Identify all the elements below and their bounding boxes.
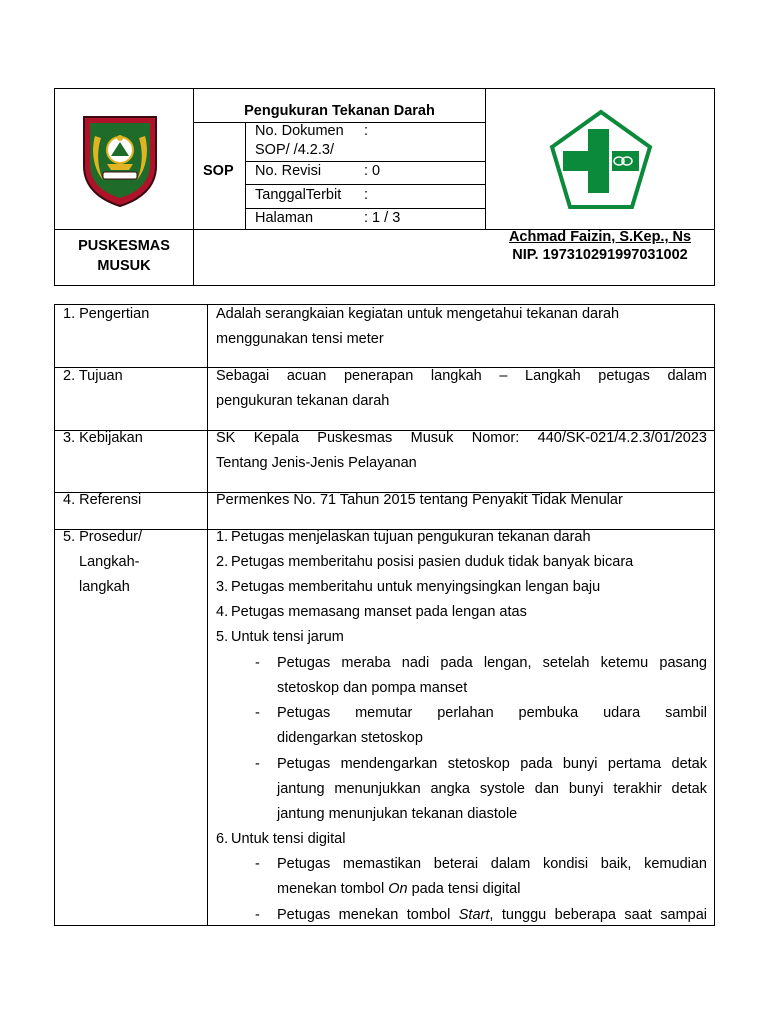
field-no-revisi-label: No. Revisi (255, 163, 322, 179)
row-label-prosedur-line2: Langkah- (79, 554, 140, 570)
kebijakan-line1: SK Kepala Puskesmas Musuk Nomor: 440/SK-021/4.2.3/01/2023 (216, 430, 707, 446)
step-text: Petugas memberitahu untuk menyingsingkan lengan baju (231, 579, 601, 595)
row-value-tujuan (216, 364, 707, 414)
substep-text (277, 752, 707, 827)
substep-text-part: , tunggu beberapa saat sampai (489, 907, 708, 923)
substep-line: jantung menunjukkan angka systole dan bunyi terakhir detak (277, 781, 707, 797)
field-halaman-value: : 1 / 3 (364, 210, 401, 226)
pengertian-line2: menggunakan tensi meter (216, 331, 384, 347)
substep-text-part: pada tensi digital (407, 881, 521, 897)
substep-text (277, 903, 707, 928)
substep-line (277, 903, 707, 928)
step-number: 1. (216, 529, 229, 545)
step-text: Untuk tensi digital (231, 831, 346, 847)
table-column-divider (207, 305, 208, 926)
field-halaman-label: Halaman (255, 210, 314, 226)
regency-emblem-icon (81, 114, 159, 208)
field-tanggal-terbit-value: : (364, 187, 369, 203)
procedure-step (216, 625, 344, 650)
substep-text (277, 701, 707, 751)
substep-text (277, 852, 707, 902)
procedure-step (216, 600, 527, 625)
substep-emphasis: Start (458, 907, 490, 923)
substep-text-part: Petugas menekan tombol (277, 907, 459, 923)
substep-text-part: menekan tombol (277, 881, 389, 897)
step-text: Petugas menjelaskan tujuan pengukuran tekanan darah (231, 529, 591, 545)
step-number: 4. (216, 604, 229, 620)
row-label-prosedur-line3: langkah (79, 579, 130, 595)
signer-name: Achmad Faizin, S.Kep., Ns (508, 229, 692, 245)
field-no-dokumen-sep: : (364, 123, 369, 139)
header-divider (245, 184, 486, 185)
step-number: 6. (216, 831, 229, 847)
step-number: 2. (216, 554, 229, 570)
row-value-kebijakan (216, 426, 707, 476)
substep-line: Petugas mendengarkan stetoskop pada bunyi pertama detak (277, 756, 707, 772)
sop-title: Pengukuran Tekanan Darah (244, 103, 435, 119)
step-text: Untuk tensi jarum (231, 629, 344, 645)
row-label-referensi: 4. Referensi (63, 492, 142, 508)
header-divider (245, 122, 246, 229)
procedure-step (216, 550, 633, 575)
org-name-line2: MUSUK (97, 258, 151, 274)
substep-line: Petugas memutar perlahan pembuka udara sambil (277, 705, 707, 721)
procedure-step (216, 575, 600, 600)
substep-line: didengarkan stetoskop (277, 730, 423, 746)
substep-line: Petugas memastikan beterai dalam kondisi baik, kemudian (277, 856, 707, 872)
bullet-dash: - (255, 705, 260, 721)
row-label-tujuan: 2. Tujuan (63, 368, 123, 384)
tujuan-line2: pengukuran tekanan darah (216, 393, 390, 409)
row-label-kebijakan: 3. Kebijakan (63, 430, 143, 446)
field-no-revisi-value: : 0 (364, 163, 381, 179)
step-text: Petugas memasang manset pada lengan atas (231, 604, 527, 620)
row-label-prosedur: 5. Prosedur/ (63, 529, 142, 545)
substep-emphasis: On (388, 881, 408, 897)
field-tanggal-terbit-label: TanggalTerbit (255, 187, 342, 203)
field-no-dokumen-value: SOP/ /4.2.3/ (255, 142, 334, 158)
sop-header (54, 88, 715, 286)
substep-line: stetoskop dan pompa manset (277, 680, 468, 696)
field-no-dokumen-label: No. Dokumen (255, 123, 344, 139)
bullet-dash: - (255, 907, 260, 923)
kebijakan-line2: Tentang Jenis-Jenis Pelayanan (216, 455, 417, 471)
sop-content-table (54, 304, 715, 926)
org-name-line1: PUSKESMAS (78, 238, 170, 254)
procedure-step (216, 827, 345, 852)
puskesmas-logo-icon (548, 109, 654, 211)
bullet-dash: - (255, 756, 260, 772)
row-label-pengertian: 1. Pengertian (63, 306, 150, 322)
row-value-referensi: Permenkes No. 71 Tahun 2015 tentang Penyakit Tidak Menular (216, 492, 623, 508)
step-number: 3. (216, 579, 229, 595)
bullet-dash: - (255, 856, 260, 872)
sop-label: SOP (203, 163, 234, 179)
signer-nip: NIP. 197310291997031002 (512, 247, 688, 263)
tujuan-line1: Sebagai acuan penerapan langkah – Langkah petugas dalam (216, 368, 707, 384)
substep-line: jantung menunjukan tekanan diastole (277, 806, 518, 822)
step-text: Petugas memberitahu posisi pasien duduk tidak banyak bicara (231, 554, 634, 570)
bullet-dash: - (255, 655, 260, 671)
pengertian-line1: Adalah serangkaian kegiatan untuk mengetahui tekanan darah (216, 306, 620, 322)
substep-line (277, 877, 707, 902)
step-number: 5. (216, 629, 229, 645)
substep-line: Petugas meraba nadi pada lengan, setelah ketemu pasang (277, 655, 707, 671)
procedure-step (216, 525, 591, 550)
row-value-pengertian (216, 302, 707, 352)
substep-text (277, 651, 707, 701)
